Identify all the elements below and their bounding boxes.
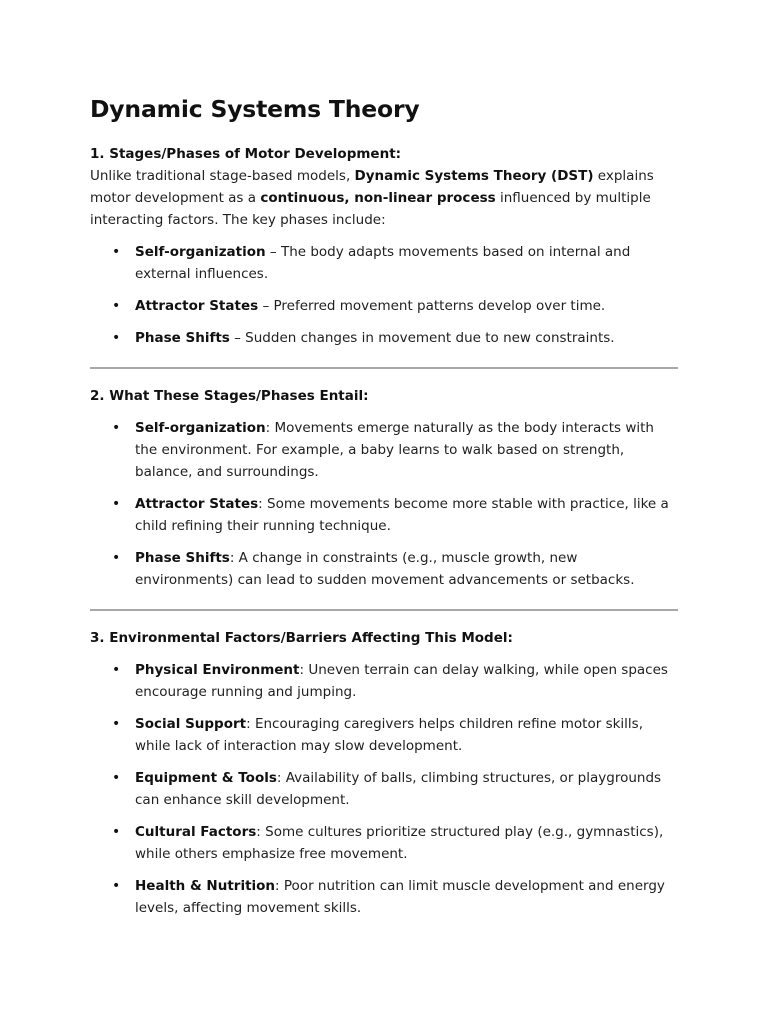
item-term: Attractor States bbox=[135, 496, 259, 512]
item-text: : Some cultures prioritize structured play (e.g., gymnastics), while others emphasize free movement. bbox=[135, 824, 664, 862]
item-term: Social Support bbox=[135, 716, 247, 732]
intro-bold-process: continuous, non-linear process bbox=[260, 190, 496, 206]
item-text: – Sudden changes in movement due to new constraints. bbox=[229, 330, 615, 346]
item-term: Cultural Factors bbox=[135, 824, 257, 840]
item-text: : Poor nutrition can limit muscle development and energy levels, affecting movement skills. bbox=[135, 878, 665, 916]
intro-text: influenced by multiple interacting factors. The key phases include: bbox=[90, 190, 651, 228]
section-stages-phases bbox=[90, 143, 678, 349]
bullet-list bbox=[90, 659, 678, 919]
list-item bbox=[90, 659, 678, 703]
intro-text: explains motor development as a bbox=[90, 168, 654, 206]
section-heading: 2. What These Stages/Phases Entail: bbox=[90, 388, 369, 404]
bullet-list bbox=[90, 417, 678, 591]
section-divider bbox=[90, 367, 678, 369]
item-text: : Some movements become more stable with practice, like a child refining their running technique. bbox=[135, 496, 669, 534]
section-divider bbox=[90, 609, 678, 611]
item-text: : A change in constraints (e.g., muscle growth, new environments) can lead to sudden movement advancements or setbacks. bbox=[135, 550, 635, 588]
list-item bbox=[90, 875, 678, 919]
item-text: – Preferred movement patterns develop over time. bbox=[258, 298, 606, 314]
list-item bbox=[90, 417, 678, 483]
list-item bbox=[90, 327, 678, 349]
item-term: Physical Environment bbox=[135, 662, 300, 678]
list-item bbox=[90, 241, 678, 285]
intro-bold-dst: Dynamic Systems Theory (DST) bbox=[354, 168, 594, 184]
intro-text: Unlike traditional stage-based models, bbox=[90, 168, 355, 184]
item-text: : Uneven terrain can delay walking, while open spaces encourage running and jumping. bbox=[135, 662, 668, 700]
bullet-list bbox=[90, 241, 678, 349]
list-item bbox=[90, 547, 678, 591]
item-text: : Availability of balls, climbing structures, or playgrounds can enhance skill development. bbox=[135, 770, 662, 808]
item-text: : Movements emerge naturally as the body interacts with the environment. For example, a baby learns to walk based on strength, balance, and surroundings. bbox=[135, 420, 654, 480]
list-item bbox=[90, 821, 678, 865]
item-term: Health & Nutrition bbox=[135, 878, 276, 894]
item-text: – The body adapts movements based on internal and external influences. bbox=[135, 244, 631, 282]
item-term: Attractor States bbox=[135, 298, 259, 314]
item-term: Self-organization bbox=[135, 244, 266, 260]
item-term: Phase Shifts bbox=[135, 550, 230, 566]
list-item bbox=[90, 713, 678, 757]
section-heading: 3. Environmental Factors/Barriers Affecting This Model: bbox=[90, 630, 513, 646]
section-heading: 1. Stages/Phases of Motor Development: bbox=[90, 146, 402, 162]
item-term: Self-organization bbox=[135, 420, 266, 436]
item-text: : Encouraging caregivers helps children refine motor skills, while lack of interaction may slow development. bbox=[135, 716, 644, 754]
section-what-phases-entail bbox=[90, 385, 678, 591]
section-environmental-factors bbox=[90, 627, 678, 919]
item-term: Phase Shifts bbox=[135, 330, 230, 346]
list-item bbox=[90, 767, 678, 811]
intro-paragraph bbox=[90, 165, 678, 231]
document-title: Dynamic Systems Theory bbox=[90, 95, 420, 123]
list-item bbox=[90, 493, 678, 537]
item-term: Equipment & Tools bbox=[135, 770, 277, 786]
list-item bbox=[90, 295, 678, 317]
